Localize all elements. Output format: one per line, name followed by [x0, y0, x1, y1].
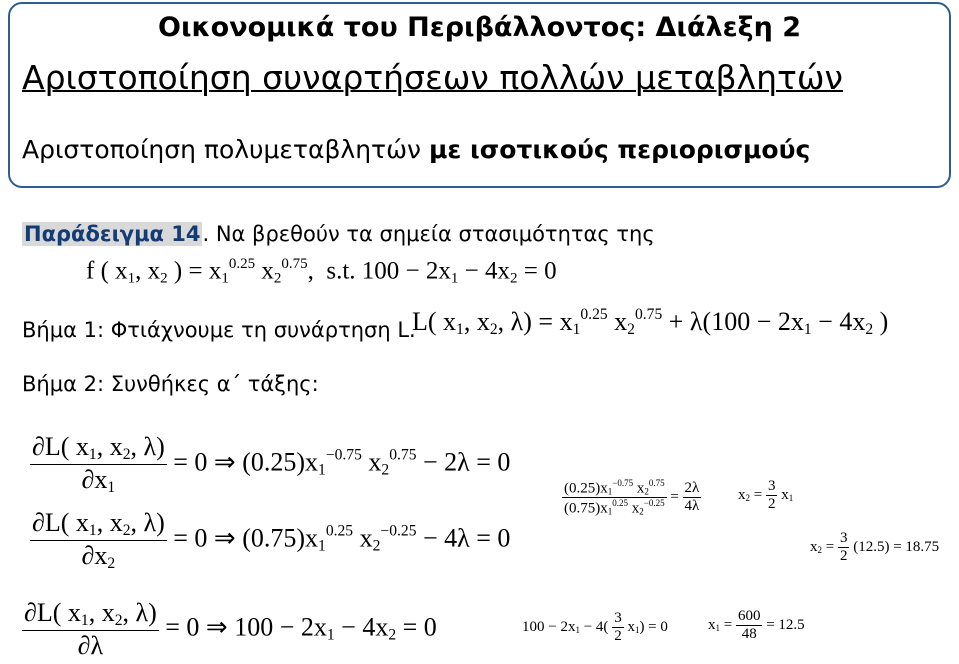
example-text: . Να βρεθούν τα σημεία στασιμότητας της — [202, 222, 655, 246]
example-line — [22, 222, 655, 246]
subtitle-plain: Αριστοποίηση πολυμεταβλητών — [22, 135, 429, 164]
foc-x2-equation: $\frac{\partial L( x_1, x_2, \lambda)}{\partial x_2}$ = 0 ⇒ $(0.75)x_1^{0.25}$ $x_2^{-0.25} - 4\lambda = 0$ — [32, 508, 511, 572]
x1-solution-equation: $x_1$ = $\frac{600}{48}$ = 12.5 — [708, 608, 805, 642]
lagrangian-equation: L( $x_1$, $x_2$, $\lambda) = x_1^{0.25}$ $x_2^{0.75} + \lambda(100 - 2x_1 - 4x_2$ ) — [412, 306, 889, 338]
ratio-equation: $\frac{(0.25)x_1^{-0.75} x_2^{0.75}}{(0.75)x_1^{0.25} x_2^{-0.25}}$ = $\frac{2\lambda}{4\lambda}$ — [564, 478, 700, 517]
example-label: Παράδειγμα 14 — [24, 222, 201, 246]
course-title: Οικονομικά του Περιβάλλοντος: Διάλεξη 2 — [158, 12, 801, 43]
subtitle-bold: με ισοτικούς περιορισμούς — [428, 135, 811, 164]
step-2: Βήμα 2: Συνθήκες α΄ τάξης: — [22, 372, 319, 396]
x2-solution-equation: $x_2$ = $\frac{3}{2}$ (12.5) = 18.75 — [810, 530, 940, 564]
foc-lambda-equation: $\frac{\partial L( x_1, x_2, \lambda)}{\partial\lambda}$ = 0 ⇒ $100 - 2x_1 - 4x_2 = 0$ — [24, 598, 437, 660]
section-subtitle — [22, 135, 810, 164]
x2-relation-equation: $x_2$ = $\frac{3}{2}$ $x_1$ — [738, 478, 794, 512]
foc-x1-equation: $\frac{\partial L( x_1, x_2, \lambda)}{\partial x_1}$ = 0 ⇒ $(0.25)x_1^{-0.75}$ $x_2^{0.75} - 2\lambda = 0$ — [32, 432, 511, 496]
constraint-substitution-equation: $100 - 2x_1 - 4$( $\frac{3}{2}$ $x_1) = 0$ — [522, 610, 668, 644]
lecture-title: Αριστοποίηση συναρτήσεων πολλών μεταβλητών — [22, 58, 843, 97]
step-1: Βήμα 1: Φτιάχνουμε τη συνάρτηση L. — [22, 318, 416, 342]
objective-equation: f ( $x_1$, $x_2$ ) = $x_1^{0.25}$ $x_2^{0.75}$, s.t. $100 - 2x_1 - 4x_2 = 0$ — [86, 256, 557, 287]
